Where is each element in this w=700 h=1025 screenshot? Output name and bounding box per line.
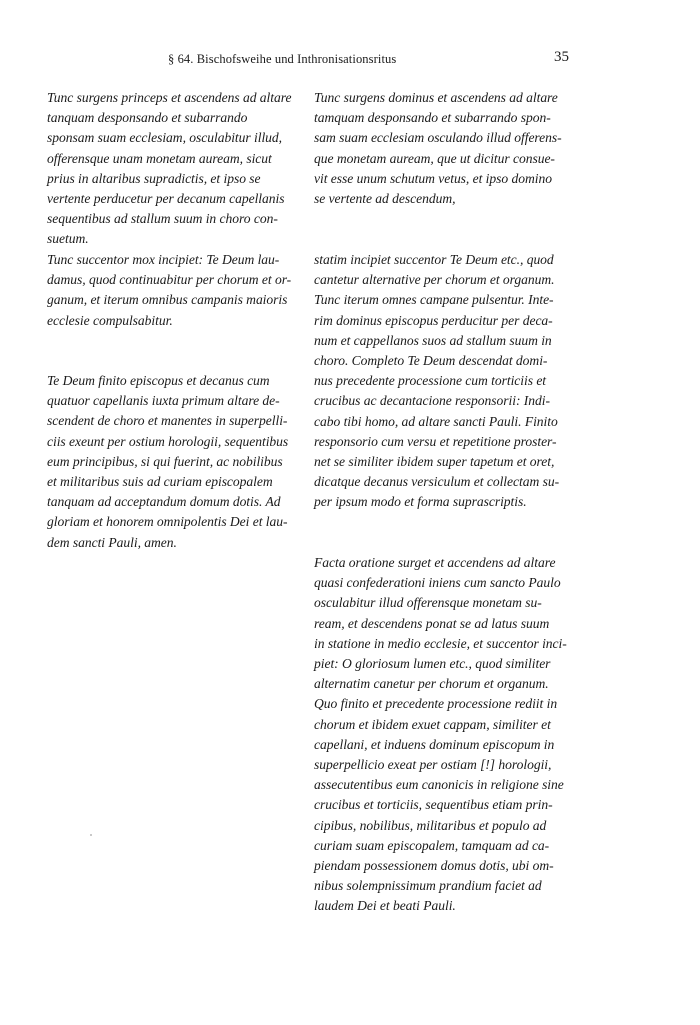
scan-speck — [90, 834, 92, 836]
page-number: 35 — [554, 49, 569, 65]
page-header — [0, 49, 700, 72]
left-paragraph-2: Tunc succentor mox incipiet: Te Deum lau- damus, quod continuabitur per chorum et or- ganum, et iterum omnibus campanis maioris ecclesie compulsabitur. — [47, 252, 292, 328]
running-title: § 64. Bischofsweihe und Inthronisationsritus — [168, 52, 397, 66]
right-paragraph-3: Facta oratione surget et accendens ad altare quasi confederationi iniens cum sancto Paulo osculabitur illud offerensque monetam su- ream, et descendens ponat se ad latus suum in statione in medio ecclesie, et succentor inci- piet: O gloriosum lumen etc., quod similiter alternatim canetur per chorum et organum. Quo finito et precedente processione rediit in chorum et ibidem exuet cappam, similiter et capellani, et induens dominum episcopum in superpellicio exeat per ostiam [!] horologii, assecutentibus eum canonicis in religione sine crucibus et torticiis, sequentibus etiam prin- cipibus, nobilibus, militaribus et populo ad curiam suam episcopalem, tamquam ad ca- piendam possessionem domus dotis, ubi om- nibus solempnissimum prandium faciet ad laudem Dei et beati Pauli. — [314, 555, 567, 914]
right-paragraph-1: Tunc surgens dominus et ascendens ad altare tamquam desponsando et subarrando spon- sam suam ecclesiam osculando illud offerens- que monetam auream, que ut dicitur consue- vit esse unum schutum vetus, et ipso domino se vertente ad descendum, — [314, 90, 562, 207]
right-paragraph-2: statim incipiet succentor Te Deum etc., quod cantetur alternative per chorum et organum. Tunc iterum omnes campane pulsentur. Inte- rim dominus episcopus perducitur per deca- num et cappellanos suos ad stallum suum in choro. Completo Te Deum descendat domi- nus precedente processione cum torticiis et crucibus ac decantacione responsorii: Indi- cabo tibi homo, ad altare sancti Pauli. Finito responsorio cum versu et repetitione proster- net se similiter ibidem super tapetum et oret, dicatque decanus versiculum et collectam su- per ipsum modo et forma suprascriptis. — [314, 252, 560, 510]
left-paragraph-1: Tunc surgens princeps et ascendens ad altare tanquam desponsando et subarrando sponsam suam ecclesiam, osculabitur illud, offerensque unam monetam auream, sicut prius in altaribus supradictis, et ipso se vertente perducetur per decanum capellanis sequentibus ad stallum suum in choro con- suetum. — [47, 90, 292, 247]
left-paragraph-3: Te Deum finito episcopus et decanus cum quatuor capellanis iuxta primum altare de- scendent de choro et manentes in superpelli- ciis exeunt per ostium horologii, sequentibus eum principibus, si qui fuerint, ac nobilibus et militaribus suis ad curiam episcopalem tanquam ad acceptandum domum dotis. Ad gloriam et honorem omnipolentis Dei et lau- dem sancti Pauli, amen. — [47, 373, 289, 550]
